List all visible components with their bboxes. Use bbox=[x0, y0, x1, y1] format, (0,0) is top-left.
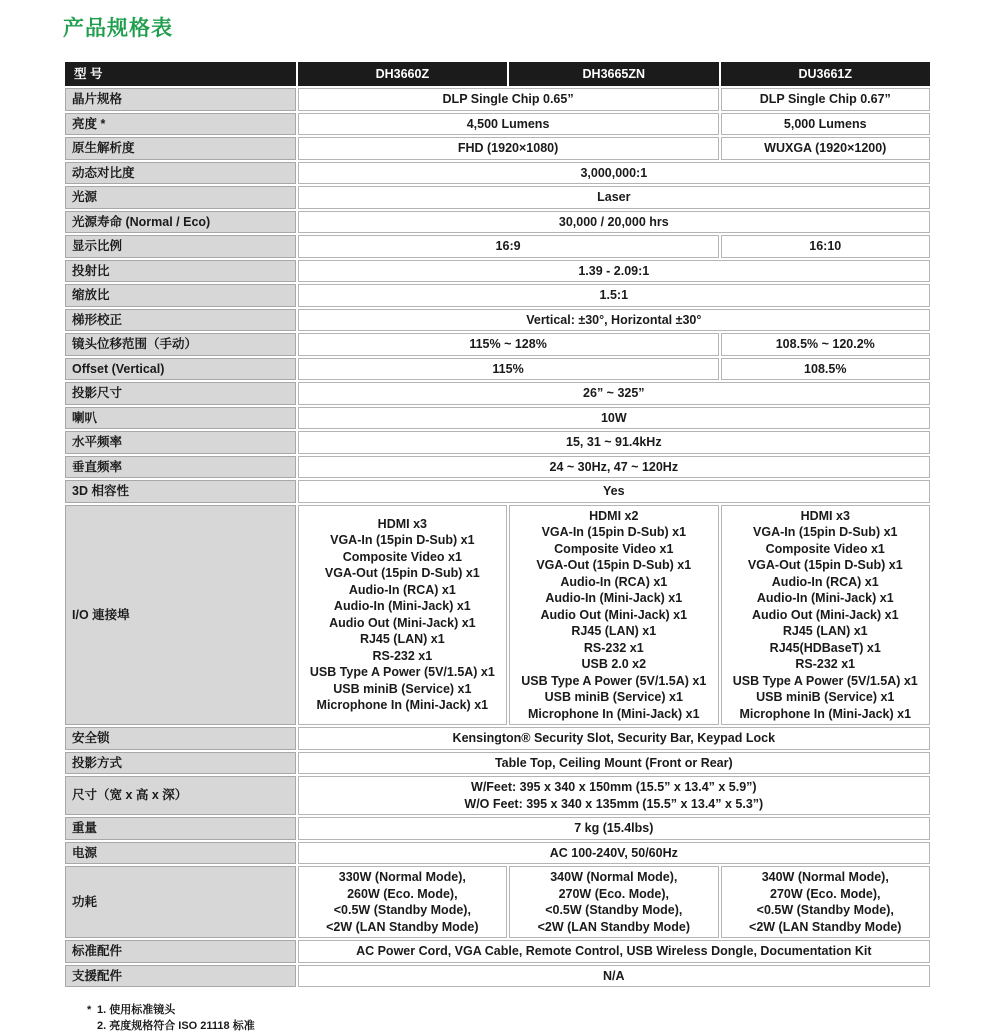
spec-row-label: 功耗 bbox=[65, 866, 296, 938]
spec-value-cell: Yes bbox=[298, 480, 930, 503]
spec-row-label: 支援配件 bbox=[65, 965, 296, 988]
spec-value-cell bbox=[509, 505, 718, 726]
cell-line: HDMI x2 bbox=[589, 508, 639, 523]
spec-value-cell bbox=[298, 505, 507, 726]
cell-line: Microphone In (Mini-Jack) x1 bbox=[739, 706, 912, 721]
cell-line: W/O Feet: 395 x 340 x 135mm (15.5” x 13.4” x 5.3”) bbox=[464, 796, 764, 811]
spec-row bbox=[65, 186, 930, 209]
spec-row bbox=[65, 407, 930, 430]
spec-value-cell: AC 100-240V, 50/60Hz bbox=[298, 842, 930, 865]
spec-row-label: 亮度 * bbox=[65, 113, 296, 136]
spec-row-label: 梯形校正 bbox=[65, 309, 296, 332]
spec-row bbox=[65, 162, 930, 185]
cell-line: Audio Out (Mini-Jack) x1 bbox=[329, 615, 476, 630]
header-label-cell: 型 号 bbox=[65, 62, 296, 86]
cell-line: USB miniB (Service) x1 bbox=[544, 690, 683, 704]
cell-line: Composite Video x1 bbox=[554, 541, 674, 556]
spec-value-cell: Table Top, Ceiling Mount (Front or Rear) bbox=[298, 752, 930, 775]
cell-line: HDMI x3 bbox=[800, 508, 850, 523]
header-model-cell-du3661z: DU3661Z bbox=[721, 62, 930, 86]
cell-line: 270W (Eco. Mode), bbox=[558, 886, 669, 901]
spec-row-label: 安全锁 bbox=[65, 727, 296, 750]
spec-value-cell: 10W bbox=[298, 407, 930, 430]
spec-table bbox=[63, 60, 932, 989]
cell-line: RJ45 (LAN) x1 bbox=[571, 624, 657, 638]
cell-line: Audio-In (Mini-Jack) x1 bbox=[756, 591, 894, 605]
spec-table-header bbox=[65, 62, 930, 86]
cell-line: <2W (LAN Standby Mode) bbox=[326, 919, 479, 934]
spec-value-cell: 108.5% ~ 120.2% bbox=[721, 333, 930, 356]
cell-line: USB 2.0 x2 bbox=[581, 657, 647, 671]
spec-row-label: 电源 bbox=[65, 842, 296, 865]
cell-line: USB Type A Power (5V/1.5A) x1 bbox=[732, 673, 918, 688]
spec-row-label: 水平频率 bbox=[65, 431, 296, 454]
spec-row bbox=[65, 456, 930, 479]
cell-line: W/Feet: 395 x 340 x 150mm (15.5” x 13.4” x 5.9”) bbox=[471, 780, 757, 794]
footnote-marker: * bbox=[87, 1004, 92, 1016]
cell-line: VGA-In (15pin D-Sub) x1 bbox=[753, 525, 898, 539]
spec-row bbox=[65, 113, 930, 136]
spec-value-cell: DLP Single Chip 0.65” bbox=[298, 88, 719, 111]
spec-row bbox=[65, 333, 930, 356]
cell-line: USB Type A Power (5V/1.5A) x1 bbox=[521, 673, 707, 688]
cell-line: Audio Out (Mini-Jack) x1 bbox=[751, 607, 899, 622]
spec-row bbox=[65, 727, 930, 750]
header-row bbox=[65, 62, 930, 86]
cell-line: Microphone In (Mini-Jack) x1 bbox=[528, 706, 700, 721]
spec-value-cell bbox=[298, 776, 930, 815]
spec-row bbox=[65, 866, 930, 938]
spec-value-cell: AC Power Cord, VGA Cable, Remote Control, USB Wireless Dongle, Documentation Kit bbox=[298, 940, 930, 963]
spec-value-cell: 26” ~ 325” bbox=[298, 382, 930, 405]
spec-value-cell: FHD (1920×1080) bbox=[298, 137, 719, 160]
spec-row-label: 光源 bbox=[65, 186, 296, 209]
cell-line: Audio-In (RCA) x1 bbox=[348, 582, 456, 597]
spec-row-label: 3D 相容性 bbox=[65, 480, 296, 503]
spec-row bbox=[65, 235, 930, 258]
cell-line: RS-232 x1 bbox=[795, 657, 856, 671]
spec-value-cell: 4,500 Lumens bbox=[298, 113, 719, 136]
cell-line: Microphone In (Mini-Jack) x1 bbox=[316, 698, 489, 713]
spec-value-cell: 16:10 bbox=[721, 235, 930, 258]
spec-row bbox=[65, 358, 930, 381]
cell-line: Audio Out (Mini-Jack) x1 bbox=[540, 607, 688, 622]
spec-row bbox=[65, 382, 930, 405]
cell-line: 340W (Normal Mode), bbox=[550, 870, 678, 884]
cell-line: <2W (LAN Standby Mode) bbox=[537, 919, 690, 934]
spec-row bbox=[65, 480, 930, 503]
spec-row-label: 缩放比 bbox=[65, 284, 296, 307]
spec-value-cell: 108.5% bbox=[721, 358, 930, 381]
cell-line: RS-232 x1 bbox=[372, 648, 433, 663]
spec-row bbox=[65, 137, 930, 160]
spec-table-body bbox=[65, 88, 930, 987]
spec-row-label: 重量 bbox=[65, 817, 296, 840]
cell-line: <2W (LAN Standby Mode) bbox=[749, 919, 902, 934]
spec-row-label: 原生解析度 bbox=[65, 137, 296, 160]
cell-line: RS-232 x1 bbox=[583, 640, 644, 655]
spec-row-label: 晶片规格 bbox=[65, 88, 296, 111]
spec-row-label: 尺寸（宽 x 高 x 深） bbox=[65, 776, 296, 815]
spec-value-cell: DLP Single Chip 0.67” bbox=[721, 88, 930, 111]
footnote-text: 1. 使用标准镜头 bbox=[97, 1004, 176, 1016]
spec-row bbox=[65, 431, 930, 454]
cell-line: 330W (Normal Mode), bbox=[338, 870, 466, 884]
spec-value-cell: WUXGA (1920×1200) bbox=[721, 137, 930, 160]
spec-row bbox=[65, 965, 930, 988]
spec-row-label: 显示比例 bbox=[65, 235, 296, 258]
spec-value-cell: 1.5:1 bbox=[298, 284, 930, 307]
cell-line: VGA-Out (15pin D-Sub) x1 bbox=[536, 558, 692, 572]
spec-row-label: 投影尺寸 bbox=[65, 382, 296, 405]
cell-line: Audio-In (Mini-Jack) x1 bbox=[545, 591, 683, 605]
spec-value-cell: 5,000 Lumens bbox=[721, 113, 930, 136]
spec-value-cell bbox=[721, 866, 930, 938]
spec-value-cell: 16:9 bbox=[298, 235, 719, 258]
footnote-marker bbox=[87, 1019, 97, 1035]
spec-row-label: 镜头位移范围（手动） bbox=[65, 333, 296, 356]
spec-value-cell: 24 ~ 30Hz, 47 ~ 120Hz bbox=[298, 456, 930, 479]
spec-value-cell bbox=[509, 866, 718, 938]
spec-value-cell: 15, 31 ~ 91.4kHz bbox=[298, 431, 930, 454]
spec-row-label: 投射比 bbox=[65, 260, 296, 283]
spec-row bbox=[65, 817, 930, 840]
spec-row-label: 投影方式 bbox=[65, 752, 296, 775]
cell-line: RJ45 (LAN) x1 bbox=[782, 624, 868, 638]
page-title: 产品规格表 bbox=[63, 17, 173, 40]
spec-value-cell: 3,000,000:1 bbox=[298, 162, 930, 185]
spec-row bbox=[65, 88, 930, 111]
spec-row-label: 喇叭 bbox=[65, 407, 296, 430]
spec-value-cell bbox=[721, 505, 930, 726]
spec-value-cell: N/A bbox=[298, 965, 930, 988]
cell-line: VGA-In (15pin D-Sub) x1 bbox=[541, 525, 687, 539]
footnote-line bbox=[87, 1003, 933, 1019]
cell-line: Audio-In (RCA) x1 bbox=[771, 574, 879, 589]
cell-line: Audio-In (RCA) x1 bbox=[560, 574, 668, 589]
spec-value-cell: Vertical: ±30°, Horizontal ±30° bbox=[298, 309, 930, 332]
cell-line: RJ45(HDBaseT) x1 bbox=[769, 640, 881, 655]
spec-value-cell: Kensington® Security Slot, Security Bar, Keypad Lock bbox=[298, 727, 930, 750]
cell-line: Composite Video x1 bbox=[342, 549, 462, 564]
spec-row bbox=[65, 842, 930, 865]
cell-line: VGA-In (15pin D-Sub) x1 bbox=[330, 533, 475, 548]
footnotes bbox=[87, 1003, 933, 1035]
header-model-cell-dh3660z: DH3660Z bbox=[298, 62, 507, 86]
spec-value-cell: 115% ~ 128% bbox=[298, 333, 719, 356]
footnote-text: 2. 亮度规格符合 ISO 21118 标准 bbox=[97, 1019, 255, 1032]
spec-value-cell: 7 kg (15.4lbs) bbox=[298, 817, 930, 840]
spec-row bbox=[65, 284, 930, 307]
cell-line: 340W (Normal Mode), bbox=[761, 870, 889, 884]
spec-row-label: 标准配件 bbox=[65, 940, 296, 963]
spec-row-label: 动态对比度 bbox=[65, 162, 296, 185]
cell-line: RJ45 (LAN) x1 bbox=[359, 632, 445, 647]
spec-row-label: Offset (Vertical) bbox=[65, 358, 296, 381]
footnote-line bbox=[87, 1019, 933, 1035]
cell-line: USB miniB (Service) x1 bbox=[333, 681, 472, 696]
content-area bbox=[63, 12, 933, 1035]
cell-line: 270W (Eco. Mode), bbox=[770, 886, 881, 901]
spec-value-cell: Laser bbox=[298, 186, 930, 209]
cell-line: <0.5W (Standby Mode), bbox=[545, 903, 683, 917]
spec-row bbox=[65, 752, 930, 775]
spec-row bbox=[65, 260, 930, 283]
spec-row-label: 光源寿命 (Normal / Eco) bbox=[65, 211, 296, 234]
spec-row bbox=[65, 309, 930, 332]
spec-value-cell bbox=[298, 866, 507, 938]
spec-row-label: I/O 連接埠 bbox=[65, 505, 296, 726]
cell-line: USB Type A Power (5V/1.5A) x1 bbox=[309, 665, 495, 680]
cell-line: <0.5W (Standby Mode), bbox=[333, 903, 471, 917]
cell-line: Composite Video x1 bbox=[765, 541, 885, 556]
cell-line: 260W (Eco. Mode), bbox=[347, 886, 458, 901]
cell-line: VGA-Out (15pin D-Sub) x1 bbox=[324, 566, 480, 581]
spec-value-cell: 30,000 / 20,000 hrs bbox=[298, 211, 930, 234]
spec-row bbox=[65, 776, 930, 815]
spec-row bbox=[65, 940, 930, 963]
spec-row bbox=[65, 505, 930, 726]
spec-row bbox=[65, 211, 930, 234]
cell-line: <0.5W (Standby Mode), bbox=[756, 903, 894, 917]
header-model-cell-dh3665zn: DH3665ZN bbox=[509, 62, 718, 86]
spec-value-cell: 115% bbox=[298, 358, 719, 381]
cell-line: Audio-In (Mini-Jack) x1 bbox=[333, 599, 471, 614]
spec-value-cell: 1.39 - 2.09:1 bbox=[298, 260, 930, 283]
spec-row-label: 垂直频率 bbox=[65, 456, 296, 479]
cell-line: VGA-Out (15pin D-Sub) x1 bbox=[747, 558, 903, 572]
cell-line: HDMI x3 bbox=[377, 516, 427, 531]
cell-line: USB miniB (Service) x1 bbox=[756, 690, 895, 704]
